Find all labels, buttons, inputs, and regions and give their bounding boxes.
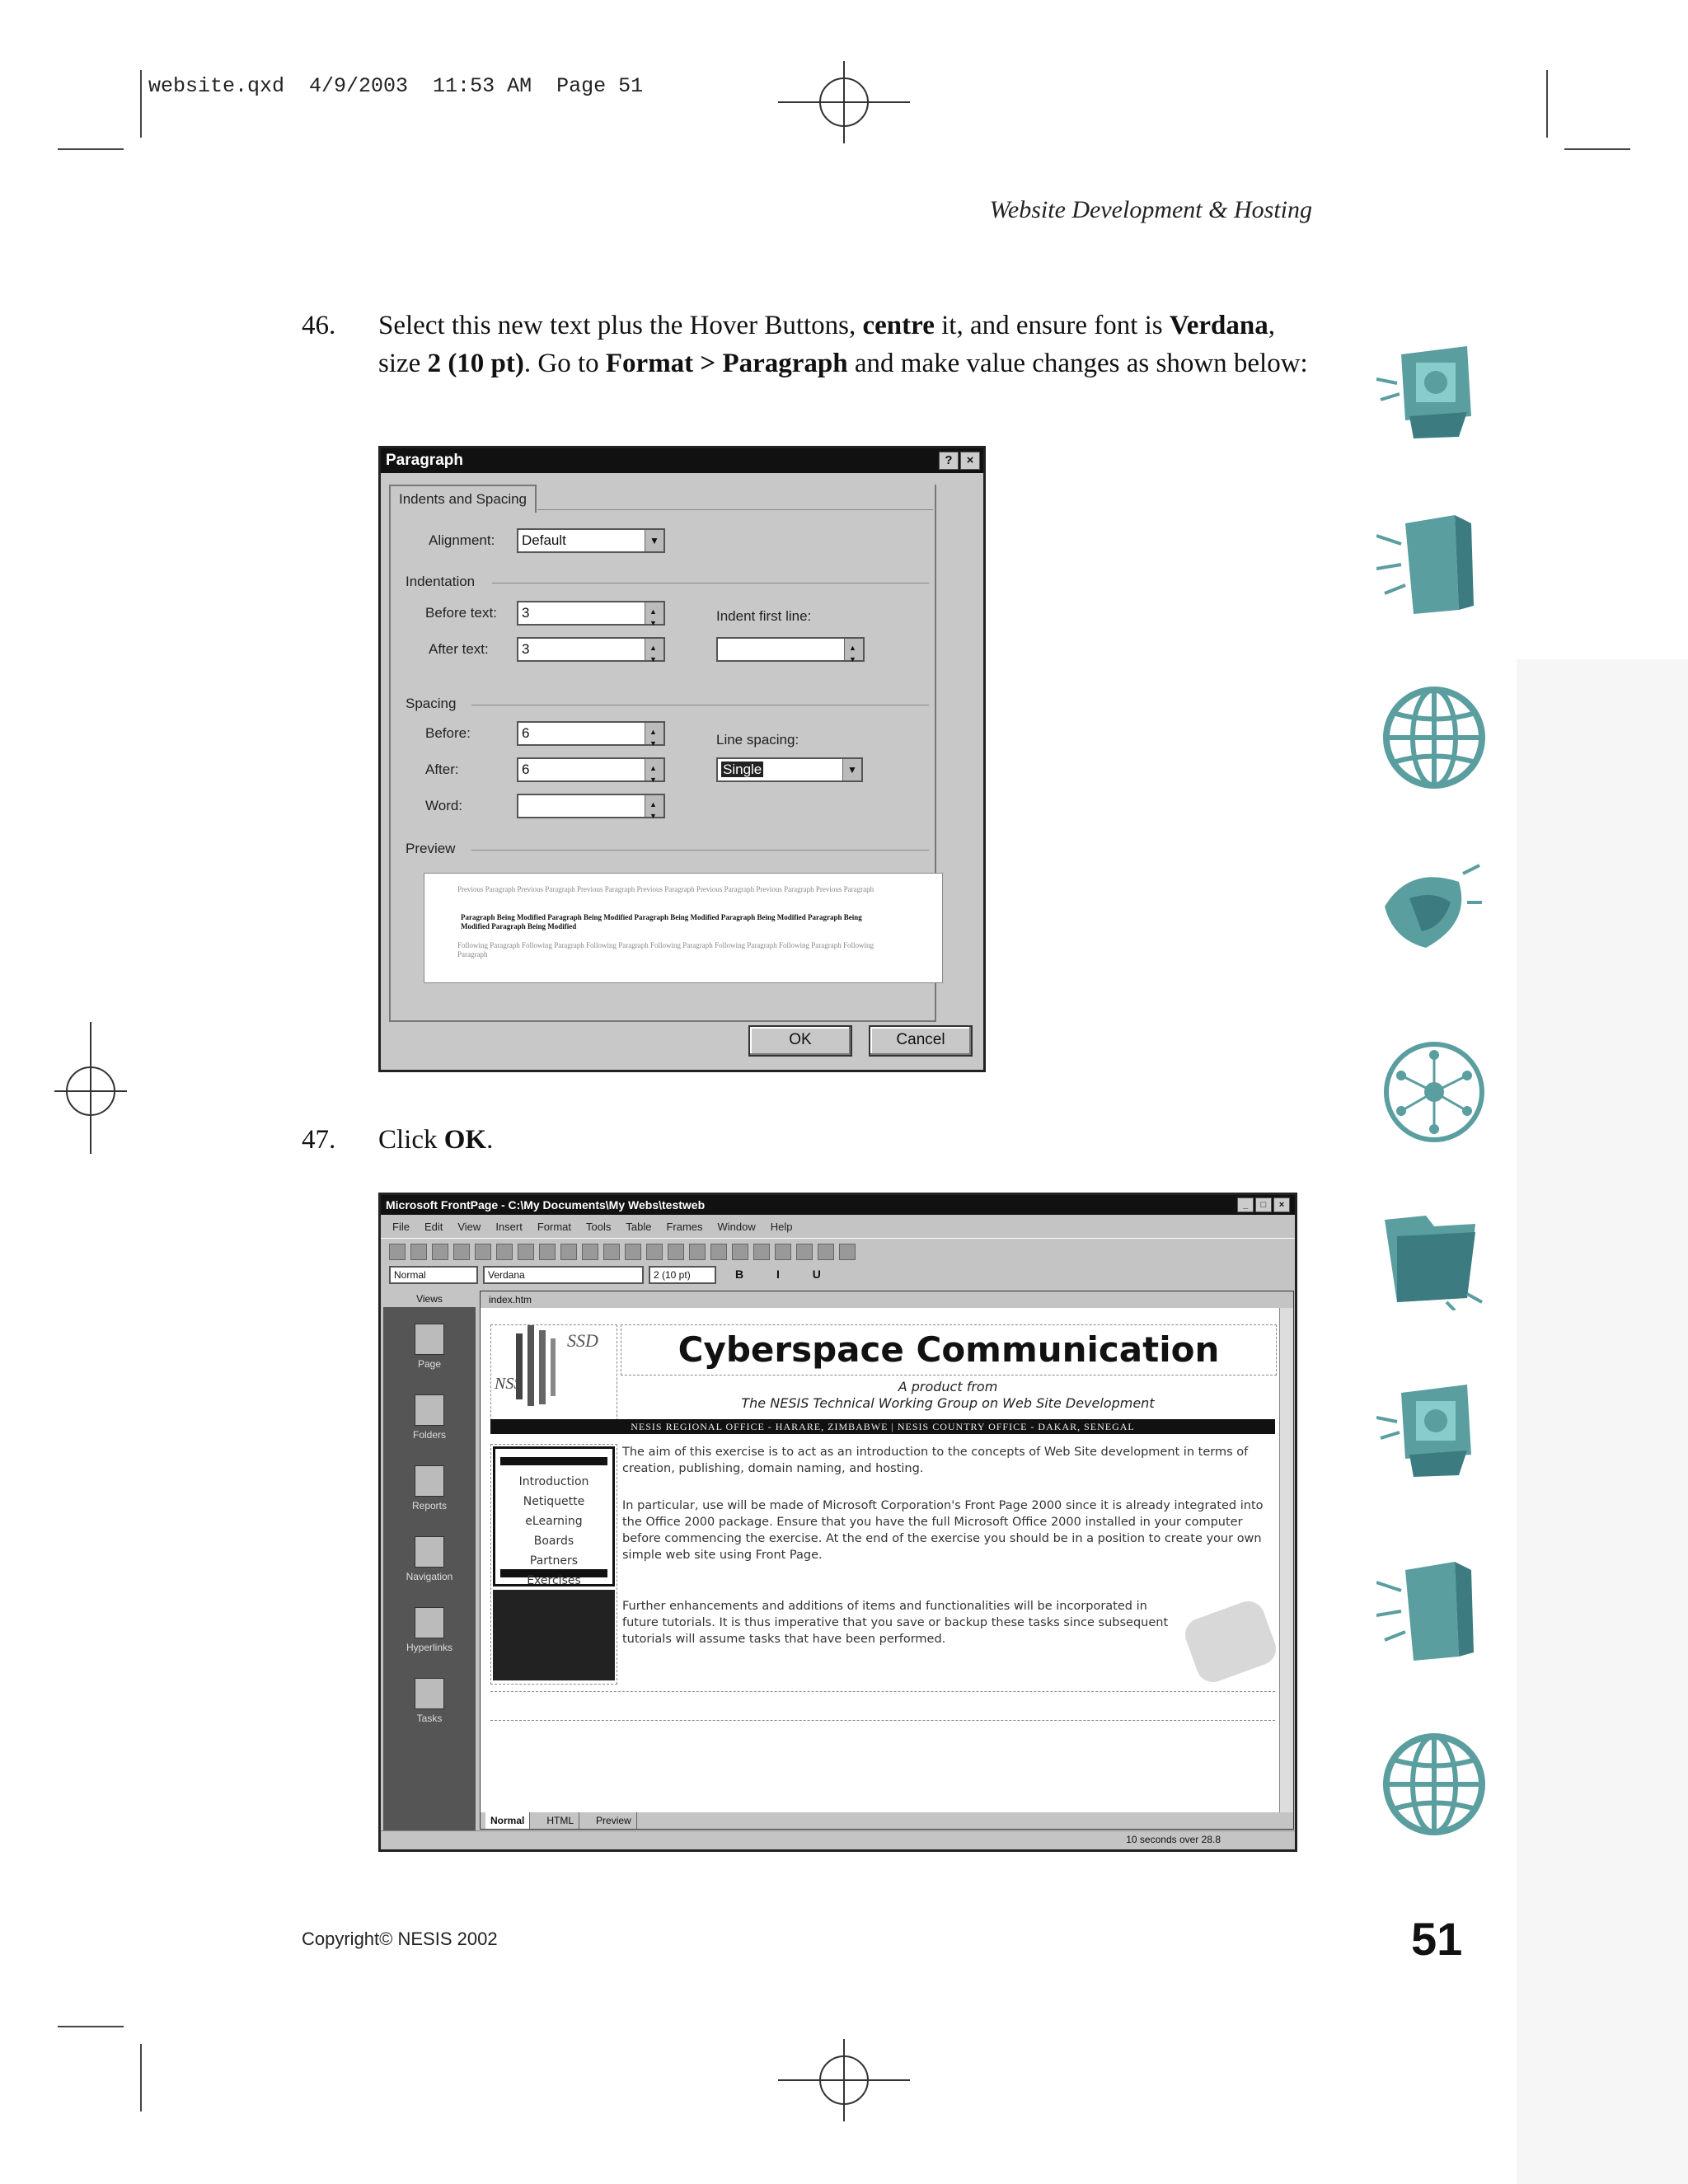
paragraph-frontpage: In particular, use will be made of Microsoft Corporation's Front Page 2000 since it is already integrated into the Office 2000 package. Ensure that you have the full Microsoft Office 2000 installed in your computer before commencing the exercise. At the end of the exercise you should be in a position to create your own simple web site using Front Page. — [622, 1499, 1264, 1562]
frontpage-title: Microsoft FrontPage - C:\My Documents\My Webs\testweb — [386, 1198, 706, 1212]
step-text-run: , size — [378, 311, 1275, 378]
nav-link-elearning[interactable]: eLearning — [525, 1515, 583, 1528]
step-text-run: Verdana — [1169, 311, 1268, 340]
before-text-input[interactable]: 3 ▲ ▼ — [517, 601, 665, 626]
font-select[interactable]: Verdana — [483, 1266, 644, 1284]
word-spacing-input[interactable] — [517, 794, 665, 818]
nav-link-netiquette[interactable]: Netiquette — [523, 1495, 585, 1508]
cancel-button[interactable]: Cancel — [869, 1025, 973, 1057]
view-folders[interactable]: Folders — [383, 1394, 476, 1441]
step-47-number: 47. — [302, 1125, 336, 1155]
server-tower-icon — [1376, 511, 1484, 618]
after-text-input[interactable]: 3 ▲ ▼ — [517, 637, 665, 662]
minimize-button[interactable]: _ — [1237, 1197, 1254, 1212]
menu-item-view[interactable]: View — [457, 1221, 481, 1233]
nav-link-partners[interactable]: Partners — [529, 1554, 579, 1568]
nesis-logo: SSD NSS — [490, 1324, 617, 1421]
editor-pane — [480, 1291, 1294, 1830]
frontpage-window — [378, 1193, 1297, 1852]
decorative-clipart — [1180, 1596, 1280, 1686]
print-slug: website.qxd 4/9/2003 11:53 AM Page 51 — [148, 74, 644, 98]
alignment-select[interactable]: Default ▼ — [517, 528, 665, 553]
line-spacing-label: Line spacing: — [716, 732, 799, 748]
download-time-status: 10 seconds over 28.8 — [1126, 1834, 1221, 1845]
alignment-label: Alignment: — [429, 532, 495, 548]
left-nav-column — [490, 1444, 617, 1685]
standard-toolbar — [381, 1238, 1295, 1263]
hyperlinks-icon — [415, 1607, 444, 1638]
computer-icon — [1376, 338, 1484, 445]
document-tab[interactable]: index.htm — [481, 1291, 1293, 1308]
network-hub-icon — [1381, 1038, 1488, 1146]
font-size-select[interactable]: 2 (10 pt) — [649, 1266, 716, 1284]
page-heading: Cyberspace Communication — [621, 1324, 1277, 1376]
menu-item-file[interactable]: File — [392, 1221, 410, 1233]
running-header: Website Development & Hosting — [989, 196, 1312, 223]
menu-item-insert[interactable]: Insert — [495, 1221, 523, 1233]
subtitle-line-1: A product from — [898, 1379, 998, 1394]
step-46-text — [378, 307, 1310, 382]
server-tower-icon-2 — [1376, 1558, 1484, 1665]
ok-button[interactable]: OK — [748, 1025, 852, 1057]
paragraph-enhancements: Further enhancements and additions of items and functionalities will be incorporated in future tutorials. It is thus imperative that you save or backup these tasks since subsequent tutorials will assume tasks that have been performed. — [622, 1600, 1169, 1646]
paragraph-dialog — [378, 446, 986, 1072]
after-text-label: After text: — [429, 641, 489, 657]
spinner-icon[interactable] — [844, 639, 863, 660]
view-hyperlinks[interactable]: Hyperlinks — [383, 1607, 476, 1653]
reports-icon — [415, 1465, 444, 1497]
step-text-run: 2 (10 pt) — [427, 349, 524, 378]
views-bar — [383, 1291, 476, 1841]
style-select[interactable]: Normal — [389, 1266, 478, 1284]
view-tab-normal[interactable]: Normal — [485, 1812, 530, 1829]
spinner-icon[interactable] — [645, 639, 663, 660]
view-tabs — [481, 1812, 1293, 1829]
view-page[interactable]: Page — [383, 1324, 476, 1370]
folder-icon — [1376, 1203, 1484, 1310]
close-button[interactable]: × — [960, 452, 980, 470]
nav-link-boards[interactable]: Boards — [533, 1535, 574, 1548]
view-tab-html[interactable]: HTML — [542, 1812, 579, 1829]
vertical-scrollbar[interactable] — [1279, 1308, 1293, 1829]
menu-item-frames[interactable]: Frames — [666, 1221, 703, 1233]
step-text-run: and make value changes as shown below: — [847, 349, 1308, 378]
spinner-icon[interactable] — [645, 759, 663, 780]
spinner-icon[interactable] — [645, 723, 663, 744]
preview-box — [424, 873, 943, 983]
after-spacing-input[interactable]: 6 ▲ ▼ — [517, 757, 665, 782]
globe-icon-2 — [1381, 1731, 1488, 1838]
step-46-number: 46. — [302, 311, 336, 340]
subtitle-line-2: The NESIS Technical Working Group on Web Site Development — [741, 1395, 1155, 1411]
step-text-run: Format > Paragraph — [605, 349, 848, 378]
formatting-toolbar — [381, 1263, 1295, 1287]
menu-item-table[interactable]: Table — [626, 1221, 652, 1233]
page-icon — [415, 1324, 444, 1355]
dialog-title: Paragraph — [386, 452, 463, 469]
menu-item-help[interactable]: Help — [770, 1221, 793, 1233]
status-bar — [381, 1830, 1295, 1849]
indent-first-line-input[interactable] — [716, 637, 865, 662]
chevron-down-icon: ▼ — [645, 530, 663, 551]
views-header: Views — [383, 1291, 476, 1307]
help-button[interactable]: ? — [939, 452, 959, 470]
office-banner: NESIS REGIONAL OFFICE - HARARE, ZIMBABWE | NESIS COUNTRY OFFICE - DAKAR, SENEGAL — [490, 1419, 1275, 1434]
frontpage-title-bar — [381, 1195, 1295, 1215]
preview-group-label: Preview — [406, 841, 456, 856]
folder-icon — [415, 1394, 444, 1426]
preview-previous-paragraph: Previous Paragraph Previous Paragraph Previous Paragraph Previous Paragraph Previous Paragraph Previous Paragraph Previous Paragraph — [457, 885, 874, 893]
menu-bar — [381, 1217, 1295, 1237]
right-margin-band — [1517, 659, 1688, 2184]
mouse-icon — [1376, 857, 1484, 964]
step-text-run: centre — [862, 311, 935, 340]
step-text-run: . — [486, 1125, 494, 1155]
step-47-text — [378, 1121, 493, 1159]
view-tasks[interactable]: Tasks — [383, 1678, 476, 1724]
spinner-icon[interactable] — [645, 602, 663, 624]
preview-following-paragraph: Following Paragraph Following Paragraph Following Paragraph Following Paragraph Following Paragraph Following Paragraph Following Paragraph — [457, 941, 874, 958]
step-text-run: Select this new text plus the Hover Buttons, — [378, 311, 863, 340]
spinner-icon[interactable] — [645, 795, 663, 817]
step-text-run: OK — [443, 1125, 487, 1155]
view-navigation[interactable]: Navigation — [383, 1536, 476, 1582]
menu-item-window[interactable]: Window — [717, 1221, 756, 1233]
spacing-group-label: Spacing — [406, 696, 457, 711]
indentation-group-label: Indentation — [406, 574, 476, 589]
copyright-notice: Copyright© NESIS 2002 — [302, 1929, 498, 1949]
before-label: Before: — [425, 725, 471, 741]
dialog-title-bar — [381, 448, 983, 473]
menu-item-tools[interactable]: Tools — [586, 1221, 612, 1233]
menu-item-edit[interactable]: Edit — [424, 1221, 443, 1233]
nav-link-exercises[interactable]: Exercises — [527, 1574, 581, 1587]
maximize-button[interactable]: □ — [1255, 1197, 1272, 1212]
paragraph-intro: The aim of this exercise is to act as an introduction to the concepts of Web Site development in terms of creation, publishing, domain naming, and hosting. — [622, 1446, 1249, 1475]
after-label: After: — [425, 762, 459, 777]
before-spacing-input[interactable]: 6 ▲ ▼ — [517, 721, 665, 746]
computer-icon-2 — [1376, 1376, 1484, 1483]
chevron-down-icon: ▼ — [842, 759, 861, 780]
step-text-run: . Go to — [523, 349, 606, 378]
before-text-label: Before text: — [425, 605, 497, 621]
word-label: Word: — [425, 798, 463, 813]
tab-indents-and-spacing[interactable]: Indents and Spacing — [389, 485, 537, 513]
globe-icon — [1381, 684, 1488, 791]
menu-item-format[interactable]: Format — [537, 1221, 571, 1233]
tasks-icon — [415, 1678, 444, 1709]
nav-link-introduction[interactable]: Introduction — [518, 1475, 589, 1488]
line-spacing-select[interactable]: Single ▼ — [716, 757, 863, 782]
window-close-button[interactable]: × — [1273, 1197, 1290, 1212]
step-text-run: Click — [378, 1125, 444, 1155]
view-tab-preview[interactable]: Preview — [591, 1812, 637, 1829]
view-reports[interactable]: Reports — [383, 1465, 476, 1511]
page-number: 51 — [1411, 1913, 1463, 1965]
indent-first-line-label: Indent first line: — [716, 608, 812, 624]
step-text-run: it, and ensure font is — [934, 311, 1170, 340]
navigation-icon — [415, 1536, 444, 1568]
preview-modified-paragraph: Paragraph Being Modified Paragraph Being Modified Paragraph Being Modified Paragraph Being Modified Paragraph Being Modified Paragraph Being Modified — [461, 913, 862, 930]
bold-italic-underline-icons[interactable]: B I U — [735, 1268, 836, 1281]
